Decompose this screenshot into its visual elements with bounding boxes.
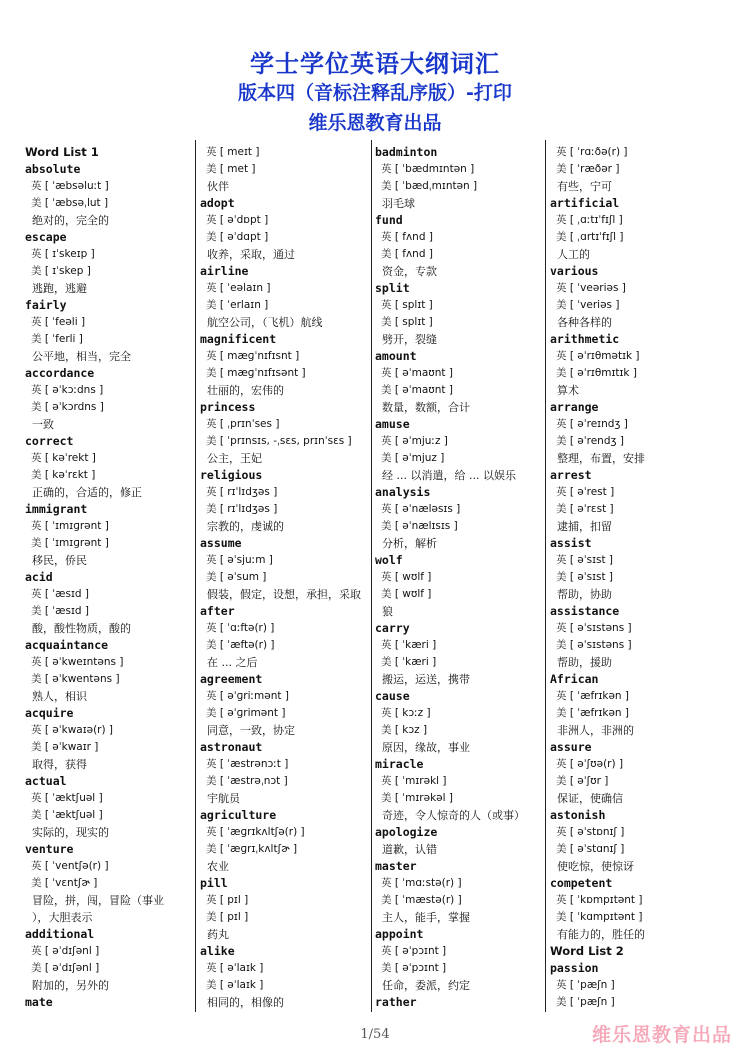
phonetic: 英 [ əˈsɪstəns ]	[556, 622, 632, 634]
phonetic: 美 [ əˈmjuz ]	[381, 452, 445, 464]
phonetic: 英 [ wʊlf ]	[381, 571, 432, 583]
headword: astronaut	[200, 740, 263, 754]
meaning: 相同的，相像的	[207, 996, 284, 1009]
headword: escape	[25, 230, 67, 244]
meaning: 熟人，相识	[32, 690, 87, 703]
phonetic: 美 [ rɪˈlɪdʒəs ]	[206, 503, 278, 515]
headword: fairly	[25, 298, 67, 312]
headword: alike	[200, 944, 235, 958]
phonetic: 美 [ ˈæktʃuəl ]	[31, 809, 103, 821]
publisher-line: 维乐恩教育出品	[308, 112, 442, 134]
vocab-column-2	[200, 144, 368, 1011]
headword: split	[375, 281, 410, 295]
phonetic: 美 [ ˈmɪrəkəl ]	[381, 792, 453, 804]
meaning: 羽毛球	[382, 197, 415, 210]
headword: master	[375, 859, 417, 873]
headword: apologize	[375, 825, 438, 839]
phonetic: 美 [ əˈstɑnɪʃ ]	[556, 843, 625, 855]
meaning: 航空公司，（飞机）航线	[207, 316, 323, 329]
phonetic: 美 [ ˈkɑmpɪtənt ]	[556, 911, 643, 923]
phonetic: 英 [ əˈrɪθmətɪk ]	[556, 350, 640, 362]
phonetic: 英 [ rɪˈlɪdʒəs ]	[206, 486, 278, 498]
word-list-heading: Word List 2	[550, 944, 624, 958]
headword: arrange	[550, 400, 599, 414]
headword: astonish	[550, 808, 606, 822]
phonetic: 美 [ ˈæstrəˌnɔt ]	[206, 775, 288, 787]
meaning: 收养，采取，通过	[207, 248, 295, 261]
meaning: 冒险，拼，闯，冒险（事业	[32, 894, 164, 907]
phonetic: 美 [ ˈpæʃn ]	[556, 996, 615, 1008]
phonetic: 英 [ ˈpæʃn ]	[556, 979, 615, 991]
phonetic: 美 [ əˈkwaɪr ]	[31, 741, 99, 753]
headword: acid	[25, 570, 53, 584]
headword: adopt	[200, 196, 235, 210]
phonetic: 英 [ ˈɪmɪɡrənt ]	[31, 520, 109, 532]
phonetic: 美 [ əˈrendʒ ]	[556, 435, 624, 447]
phonetic: 英 [ kəˈrekt ]	[31, 452, 96, 464]
vocab-column-3	[375, 144, 541, 1011]
headword: accordance	[25, 366, 95, 380]
phonetic: 英 [ ˈæbsəluːt ]	[31, 180, 109, 192]
meaning: 壮丽的，宏伟的	[207, 384, 284, 397]
meaning: 移民，侨民	[32, 554, 87, 567]
phonetic: 英 [ ˈrɑːðə(r) ]	[556, 146, 628, 158]
headword: mate	[25, 995, 53, 1009]
phonetic: 美 [ ɪˈskep ]	[31, 265, 91, 277]
headword: acquaintance	[25, 638, 109, 652]
meaning: 任命，委派，约定	[382, 979, 470, 992]
meaning: 人工的	[557, 248, 590, 261]
headword: miracle	[375, 757, 424, 771]
phonetic: 美 [ ˈæɡrɪˌkʌltʃɚ ]	[206, 843, 298, 855]
headword: competent	[550, 876, 613, 890]
phonetic: 英 [ əˈnæləsɪs ]	[381, 503, 461, 515]
column-divider	[371, 140, 372, 1012]
phonetic: 美 [ ˌɑrtɪˈfɪʃl ]	[556, 231, 624, 243]
meaning: 公平地，相当，完全	[32, 350, 131, 363]
meaning: 假装，假定，设想，承担，采取	[207, 588, 361, 601]
phonetic: 英 [ ˈmɑːstə(r) ]	[381, 877, 462, 889]
phonetic: 美 [ ˈbædˌmɪntən ]	[381, 180, 478, 192]
phonetic: 英 [ pɪl ]	[206, 894, 249, 906]
meaning: 逮捕，扣留	[557, 520, 612, 533]
phonetic: 美 [ splɪt ]	[381, 316, 433, 328]
phonetic: 美 [ əˈsɪstəns ]	[556, 639, 632, 651]
meaning: 搬运，运送，携带	[382, 673, 470, 686]
phonetic: 美 [ əˈkɔrdns ]	[31, 401, 104, 413]
phonetic: 英 [ əˈstɒnɪʃ ]	[556, 826, 625, 838]
meaning: 药丸	[207, 928, 229, 941]
phonetic: 美 [ kɔz ]	[381, 724, 428, 736]
phonetic: 美 [ əˈsum ]	[206, 571, 267, 583]
phonetic: 英 [ ˈæktʃuəl ]	[31, 792, 103, 804]
headword: amuse	[375, 417, 410, 431]
meaning: 附加的，另外的	[32, 979, 109, 992]
headword: rather	[375, 995, 417, 1009]
meaning: 宗教的，虔诚的	[207, 520, 284, 533]
meaning: 主人，能手，掌握	[382, 911, 470, 924]
phonetic: 美 [ əˈʃʊr ]	[556, 775, 609, 787]
phonetic: 英 [ kɔːz ]	[381, 707, 431, 719]
column-divider	[195, 140, 196, 1012]
meaning: 帮助，援助	[557, 656, 612, 669]
phonetic: 美 [ əˈpɔɪnt ]	[381, 962, 447, 974]
headword: religious	[200, 468, 263, 482]
meaning: 逃跑，逃避	[32, 282, 87, 295]
phonetic: 美 [ ˈkæri ]	[381, 656, 437, 668]
meaning: ），大胆表示	[32, 911, 93, 924]
meaning: 帮助，协助	[557, 588, 612, 601]
phonetic: 英 [ əˈmjuːz ]	[381, 435, 448, 447]
meaning: 正确的，合适的，修正	[32, 486, 142, 499]
phonetic: 美 [ kəˈrɛkt ]	[31, 469, 96, 481]
headword: arithmetic	[550, 332, 620, 346]
headword: fund	[375, 213, 403, 227]
headword: actual	[25, 774, 67, 788]
phonetic: 英 [ əˈkwaɪə(r) ]	[31, 724, 114, 736]
phonetic: 美 [ ˈæbsəˌlut ]	[31, 197, 109, 209]
phonetic: 英 [ ˈbædmɪntən ]	[381, 163, 475, 175]
page-number: 1/54	[360, 1027, 390, 1042]
headword: wolf	[375, 553, 403, 567]
column-divider	[545, 140, 546, 1012]
phonetic: 英 [ ˈæstrənɔːt ]	[206, 758, 289, 770]
phonetic: 美 [ ˈræðər ]	[556, 163, 620, 175]
word-list-heading: Word List 1	[25, 145, 99, 159]
phonetic: 美 [ ˈvɛntʃɚ ]	[31, 877, 98, 889]
meaning: 劈开，裂缝	[382, 333, 437, 346]
phonetic: 英 [ əˈsjuːm ]	[206, 554, 273, 566]
phonetic: 美 [ wʊlf ]	[381, 588, 432, 600]
phonetic: 英 [ əˈlaɪk ]	[206, 962, 264, 974]
meaning: 实际的，现实的	[32, 826, 109, 839]
phonetic: 英 [ əˈsɪst ]	[556, 554, 614, 566]
meaning: 原因，缘故，事业	[382, 741, 470, 754]
phonetic: 美 [ pɪl ]	[206, 911, 249, 923]
phonetic: 英 [ ˈventʃə(r) ]	[31, 860, 109, 872]
meaning: 资金，专款	[382, 265, 437, 278]
phonetic: 美 [ ˈferli ]	[31, 333, 83, 345]
phonetic: 英 [ əˈdɪʃənl ]	[31, 945, 100, 957]
meaning: 奇迹，令人惊奇的人（或事）	[382, 809, 525, 822]
phonetic: 美 [ əˈmaʊnt ]	[381, 384, 453, 396]
phonetic: 英 [ ɪˈskeɪp ]	[31, 248, 95, 260]
phonetic: 英 [ ˈmɪrəkl ]	[381, 775, 447, 787]
phonetic: 美 [ ˈæftə(r) ]	[206, 639, 275, 651]
meaning: 绝对的，完全的	[32, 214, 109, 227]
vocab-column-1	[25, 144, 187, 1011]
headword: assure	[550, 740, 592, 754]
headword: appoint	[375, 927, 424, 941]
phonetic: 英 [ əˈmaʊnt ]	[381, 367, 453, 379]
headword: passion	[550, 961, 599, 975]
phonetic: 美 [ ˈɪmɪɡrənt ]	[31, 537, 109, 549]
meaning: 非洲人，非洲的	[557, 724, 634, 737]
headword: assume	[200, 536, 242, 550]
meaning: 酸，酸性物质，酸的	[32, 622, 131, 635]
phonetic: 美 [ əˈɡrimənt ]	[206, 707, 286, 719]
phonetic: 英 [ ˈeəlaɪn ]	[206, 282, 271, 294]
phonetic: 英 [ ˈæfrɪkən ]	[556, 690, 630, 702]
headword: magnificent	[200, 332, 277, 346]
meaning: 经 ... 以消遣，给 ... 以娱乐	[382, 469, 516, 482]
headword: absolute	[25, 162, 81, 176]
headword: amount	[375, 349, 417, 363]
headword: after	[200, 604, 235, 618]
phonetic: 英 [ ˌprɪnˈses ]	[206, 418, 280, 430]
meaning: 有能力的，胜任的	[557, 928, 645, 941]
phonetic: 英 [ meɪt ]	[206, 146, 260, 158]
headword: African	[550, 672, 599, 686]
phonetic: 美 [ əˈrɛst ]	[556, 503, 614, 515]
phonetic: 英 [ əˈɡriːmənt ]	[206, 690, 289, 702]
headword: agriculture	[200, 808, 277, 822]
phonetic: 英 [ ˈkæri ]	[381, 639, 437, 651]
phonetic: 美 [ əˈsɪst ]	[556, 571, 614, 583]
meaning: 数量，数额，合计	[382, 401, 470, 414]
phonetic: 英 [ əˈdɒpt ]	[206, 214, 269, 226]
headword: pill	[200, 876, 228, 890]
phonetic: 英 [ ˈfeəli ]	[31, 316, 86, 328]
headword: agreement	[200, 672, 263, 686]
vocab-column-4	[550, 144, 710, 1011]
phonetic: 英 [ fʌnd ]	[381, 231, 433, 243]
meaning: 一致	[32, 418, 54, 431]
meaning: 狼	[382, 605, 393, 618]
phonetic: 美 [ ˈveriəs ]	[556, 299, 620, 311]
meaning: 有些，宁可	[557, 180, 612, 193]
phonetic: 英 [ mæɡˈnɪfɪsnt ]	[206, 350, 300, 362]
phonetic: 英 [ əˈkɔːdns ]	[31, 384, 104, 396]
phonetic: 美 [ fʌnd ]	[381, 248, 433, 260]
phonetic: 美 [ ˈæsɪd ]	[31, 605, 89, 617]
phonetic: 美 [ met ]	[206, 163, 256, 175]
phonetic: 英 [ əˈpɔɪnt ]	[381, 945, 447, 957]
phonetic: 英 [ ˈæsɪd ]	[31, 588, 89, 600]
phonetic: 英 [ əˈkweɪntəns ]	[31, 656, 124, 668]
phonetic: 美 [ əˈkwentəns ]	[31, 673, 120, 685]
headword: venture	[25, 842, 74, 856]
phonetic: 英 [ ˈɑːftə(r) ]	[206, 622, 275, 634]
phonetic: 英 [ əˈreɪndʒ ]	[556, 418, 628, 430]
headword: cause	[375, 689, 410, 703]
headword: badminton	[375, 145, 438, 159]
phonetic: 美 [ əˈlaɪk ]	[206, 979, 264, 991]
headword: carry	[375, 621, 410, 635]
meaning: 农业	[207, 860, 229, 873]
phonetic: 美 [ əˈdɪʃənl ]	[31, 962, 100, 974]
headword: various	[550, 264, 599, 278]
meaning: 伙伴	[207, 180, 229, 193]
meaning: 同意，一致，协定	[207, 724, 295, 737]
meaning: 公主，王妃	[207, 452, 262, 465]
headword: immigrant	[25, 502, 88, 516]
headword: analysis	[375, 485, 431, 499]
headword: assist	[550, 536, 592, 550]
meaning: 整理，布置，安排	[557, 452, 645, 465]
headword: correct	[25, 434, 74, 448]
headword: additional	[25, 927, 95, 941]
phonetic: 美 [ ˈmæstə(r) ]	[381, 894, 462, 906]
phonetic: 英 [ splɪt ]	[381, 299, 433, 311]
phonetic: 美 [ əˈdɑpt ]	[206, 231, 269, 243]
headword: assistance	[550, 604, 620, 618]
headword: acquire	[25, 706, 74, 720]
phonetic: 美 [ əˈrɪθmɪtɪk ]	[556, 367, 637, 379]
document-title: 学士学位英语大纲词汇	[250, 50, 500, 78]
meaning: 宇航员	[207, 792, 240, 805]
phonetic: 英 [ əˈrest ]	[556, 486, 615, 498]
phonetic: 英 [ ˌɑːtɪˈfɪʃl ]	[556, 214, 623, 226]
headword: arrest	[550, 468, 592, 482]
phonetic: 英 [ əˈʃʊə(r) ]	[556, 758, 624, 770]
meaning: 取得，获得	[32, 758, 87, 771]
phonetic: 英 [ ˈveəriəs ]	[556, 282, 626, 294]
phonetic: 美 [ ˈprɪnsɪs, -ˌsɛs, prɪnˈsɛs ]	[206, 435, 352, 447]
phonetic: 美 [ ˈerlaɪn ]	[206, 299, 269, 311]
phonetic: 美 [ əˈnælɪsɪs ]	[381, 520, 458, 532]
meaning: 算术	[557, 384, 579, 397]
meaning: 各种各样的	[557, 316, 612, 329]
headword: princess	[200, 400, 256, 414]
headword: artificial	[550, 196, 620, 210]
phonetic: 英 [ ˈkɒmpɪtənt ]	[556, 894, 643, 906]
meaning: 在 ... 之后	[207, 656, 258, 669]
meaning: 道歉，认错	[382, 843, 437, 856]
watermark: 维乐恩教育出品	[591, 1024, 732, 1046]
phonetic: 美 [ ˈæfrɪkən ]	[556, 707, 630, 719]
headword: airline	[200, 264, 249, 278]
document-subtitle: 版本四（音标注释乱序版）-打印	[238, 82, 512, 104]
meaning: 使吃惊，使惊讶	[557, 860, 634, 873]
meaning: 分析，解析	[382, 537, 437, 550]
meaning: 保证，使确信	[557, 792, 623, 805]
phonetic: 美 [ mæɡˈnɪfɪsənt ]	[206, 367, 306, 379]
phonetic: 英 [ ˈæɡrɪkʌltʃə(r) ]	[206, 826, 305, 838]
